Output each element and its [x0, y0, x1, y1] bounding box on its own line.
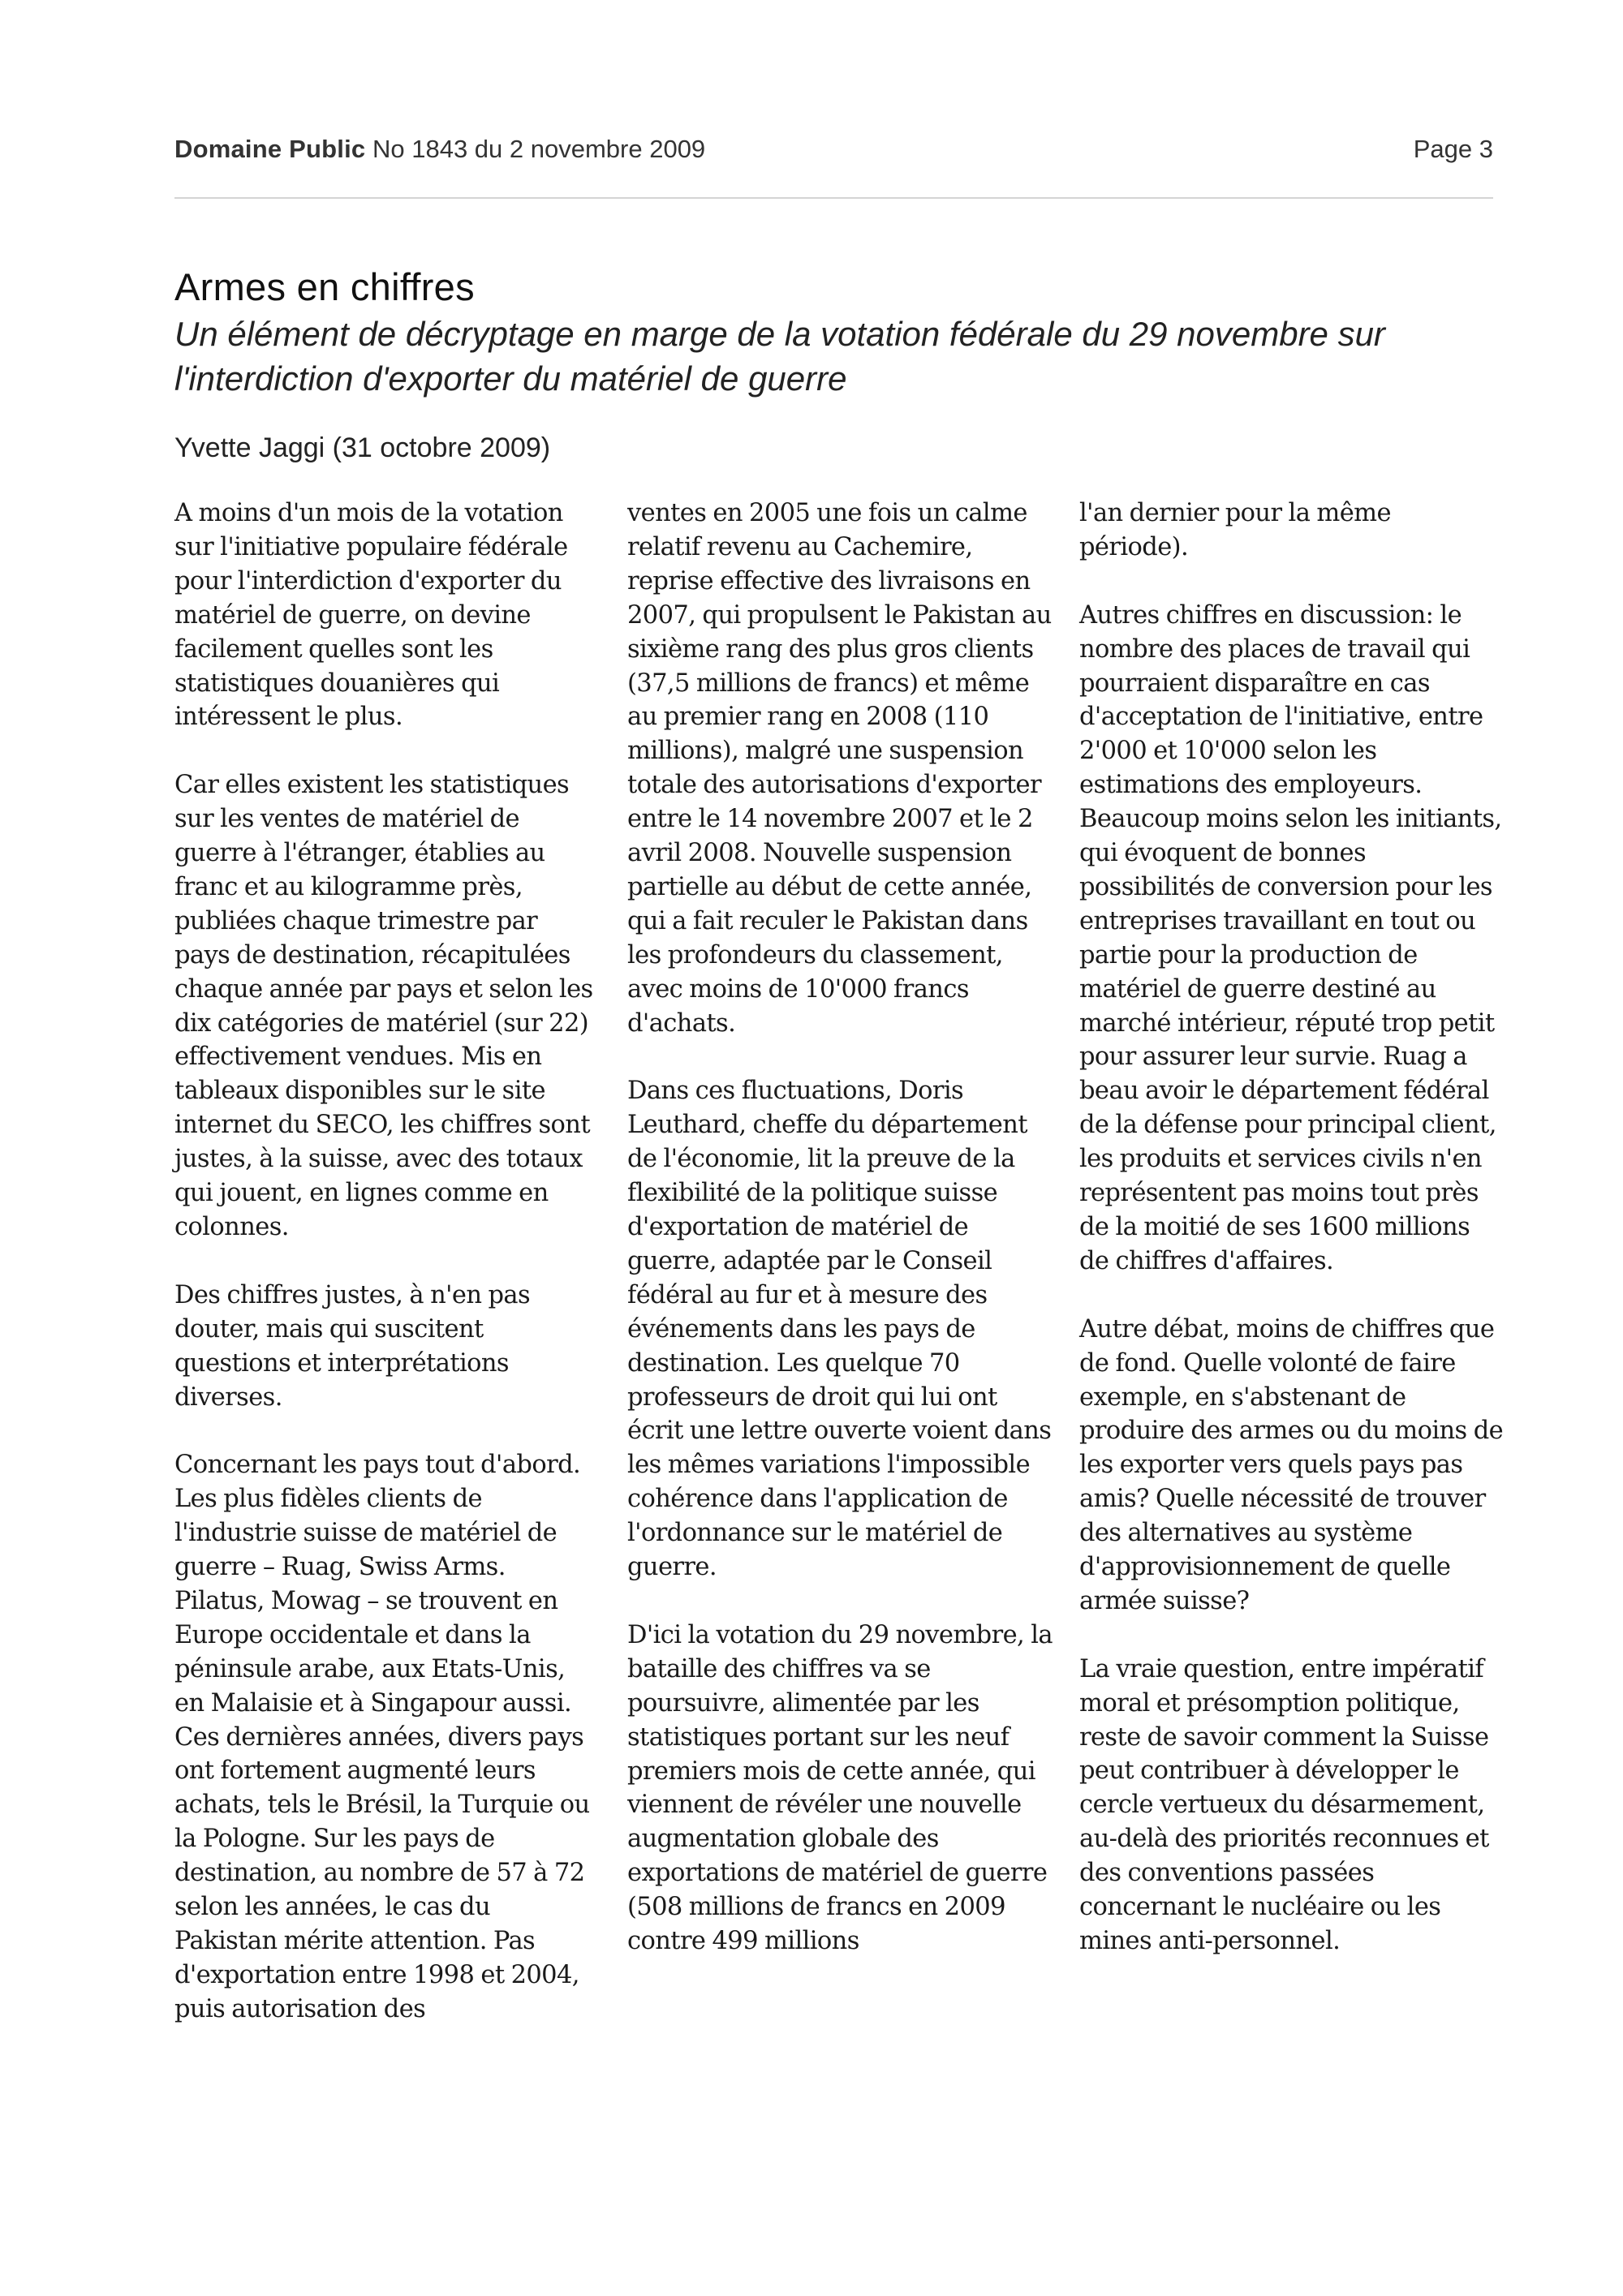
- paragraph: La vraie question, entre impératif moral et présomption politique, reste de savoir comment la Suisse peut contribuer à développer le cercle vertueux du désarmement, au-delà des priorités reconnues et des conventions passées concernant le nucléaire ou les mines anti-personnel.: [1079, 1654, 1489, 1956]
- issue-info: No 1843 du 2 novembre 2009: [372, 135, 706, 163]
- article-subtitle: Un élément de décryptage en marge de la votation fédérale du 29 novembre sur l'interdiction d'exporter du matériel de guerre: [174, 315, 1385, 398]
- text-column-1: [174, 497, 596, 2027]
- paragraph: A moins d'un mois de la votation sur l'initiative populaire fédérale pour l'interdiction d'exporter du matériel de guerre, on devine facilement quelles sont les statistiques douanières qui intéressent le plus.: [174, 499, 568, 732]
- paragraph: Autre débat, moins de chiffres que de fond. Quelle volonté de faire exemple, en s'abstenant de produire des armes ou du moins de les exporter vers quels pays pas amis? Quelle nécessité de trouver des alternatives au système d'approvisionnement de quelle armée suisse?: [1079, 1314, 1504, 1615]
- paragraph: l'an dernier pour la même période).: [1079, 499, 1391, 561]
- page-number: Page 3: [1413, 135, 1493, 163]
- text-column-2: [627, 497, 1053, 1958]
- header-divider: [174, 197, 1493, 199]
- paragraph: Autres chiffres en discussion: le nombre des places de travail qui pourraient disparaître en cas d'acceptation de l'initiative, entre 2'000 et 10'000 selon les estimations des employeurs. Beaucoup moins selon les initiants, qui évoquent de bonnes possibilités de conversion pour les entreprises travaillant en tout ou partie pour la production de matériel de guerre destiné au marché intérieur, réputé trop petit pour assurer leur survie. Ruag a beau avoir le département fédéral de la défense pour principal client, les produits et services civils n'en représentent pas moins tout près de la moitié de ses 1600 millions de chiffres d'affaires.: [1079, 600, 1502, 1275]
- article-byline: Yvette Jaggi (31 octobre 2009): [174, 432, 551, 463]
- text-column-3: [1079, 497, 1505, 1958]
- paragraph: ventes en 2005 une fois un calme relatif revenu au Cachemire, reprise effective des livraisons en 2007, qui propulsent le Pakistan au sixième rang des plus gros clients (37,5 millions de francs) et même au premier rang en 2008 (110 millions), malgré une suspension totale des autorisations d'exporter entre le 14 novembre 2007 et le 2 avril 2008. Nouvelle suspension partielle au début de cette année, qui a fait reculer le Pakistan dans les profondeurs du classement, avec moins de 10'000 francs d'achats.: [627, 499, 1052, 1038]
- publication-name: Domaine Public: [174, 135, 366, 163]
- article-title: Armes en chiffres: [174, 265, 475, 308]
- page-header: [174, 135, 1493, 167]
- paragraph: Des chiffres justes, à n'en pas douter, mais qui suscitent questions et interprétations diverses.: [174, 1280, 531, 1412]
- paragraph: D'ici la votation du 29 novembre, la bataille des chiffres va se poursuivre, alimentée par les statistiques portant sur les neuf premiers mois de cette année, qui viennent de révéler une nouvelle augmentation globale des exportations de matériel de guerre (508 millions de francs en 2009 contre 499 millions: [627, 1620, 1053, 1956]
- paragraph: Dans ces fluctuations, Doris Leuthard, cheffe du département de l'économie, lit la preuve de la flexibilité de la politique suisse d'exportation de matériel de guerre, adaptée par le Conseil fédéral au fur et à mesure des événements dans les pays de destination. Les quelque 70 professeurs de droit qui lui ont écrit une lettre ouverte voient dans les mêmes variations l'impossible cohérence dans l'application de l'ordonnance sur le matériel de guerre.: [627, 1077, 1052, 1582]
- paragraph: Concernant les pays tout d'abord. Les plus fidèles clients de l'industrie suisse de matériel de guerre – Ruag, Swiss Arms. Pilatus, Mowag – se trouvent en Europe occidentale et dans la péninsule arabe, aux Etats-Unis, en Malaisie et à Singapour aussi. Ces dernières années, divers pays ont fortement augmenté leurs achats, tels le Brésil, la Turquie ou la Pologne. Sur les pays de destination, au nombre de 57 à 72 selon les années, le cas du Pakistan mérite attention. Pas d'exportation entre 1998 et 2004, puis autorisation des: [174, 1451, 590, 2023]
- paragraph: Car elles existent les statistiques sur les ventes de matériel de guerre à l'étranger, établies au franc et au kilogramme près, publiées chaque trimestre par pays de destination, récapitulées chaque année par pays et selon les dix catégories de matériel (sur 22) effectivement vendues. Mis en tableaux disponibles sur le site internet du SECO, les chiffres sont justes, à la suisse, avec des totaux qui jouent, en lignes comme en colonnes.: [174, 771, 593, 1242]
